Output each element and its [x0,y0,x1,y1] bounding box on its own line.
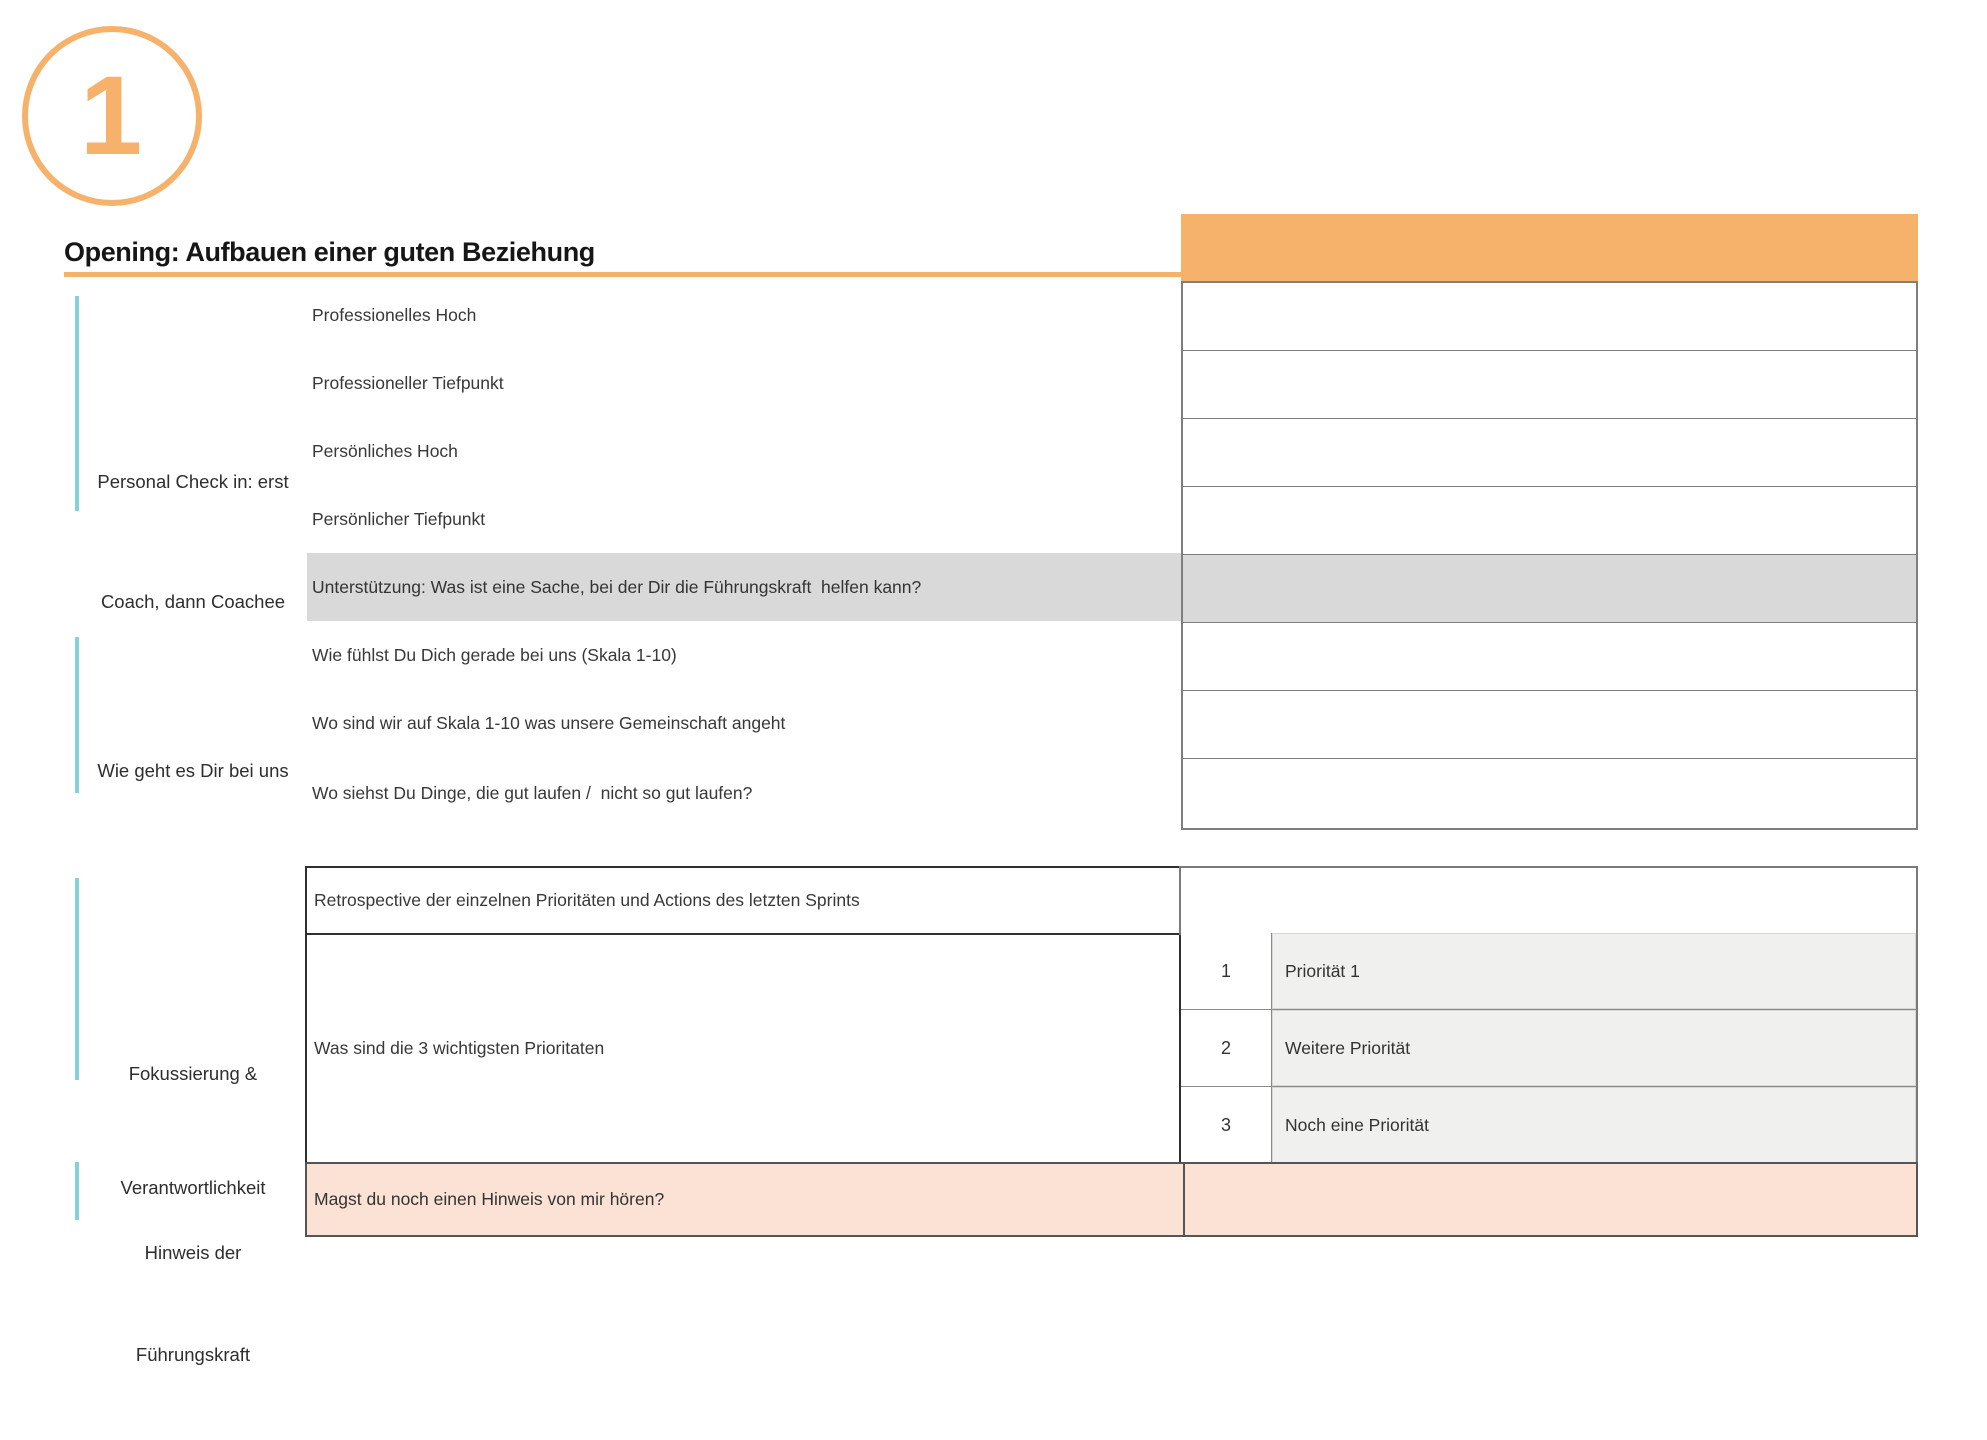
section-label-line: Wie geht es Dir bei uns [97,760,289,781]
step-badge [22,26,202,206]
priority-value-cell[interactable]: Weitere Priorität [1271,1010,1916,1087]
priority-value-cell[interactable]: Noch eine Priorität [1271,1087,1916,1164]
answer-cell-5[interactable] [1183,555,1916,623]
answer-cell-6[interactable] [1183,623,1916,691]
retro-answer-cell[interactable] [1179,866,1918,935]
priorities-grid [1181,933,1918,1164]
page-title: Opening: Aufbauen einer guten Beziehung [64,237,595,267]
answer-cell-2[interactable] [1183,351,1916,419]
section-label-wie-geht-es [85,706,301,836]
priority-number-cell: 2 [1181,1010,1271,1087]
question-row-7: Wo sind wir auf Skala 1-10 was unsere Gemeinschaft angeht [312,712,786,733]
section-label-personal-checkin [85,382,301,702]
answer-cell-8[interactable] [1183,759,1916,828]
question-row-4: Persönlicher Tiefpunkt [312,508,486,529]
section-marker-hinweis [75,1162,79,1220]
question-row-5-highlighted: Unterstützung: Was ist eine Sache, bei der Dir die Führungskraft helfen kann? [307,553,1181,621]
answer-cell-7[interactable] [1183,691,1916,759]
question-row-2: Professioneller Tiefpunkt [312,372,504,393]
question-row-3: Persönliches Hoch [312,440,458,461]
priorities-question-box: Was sind die 3 wichtigsten Prioritaten [305,933,1181,1164]
retro-question-box: Retrospective der einzelnen Prioritäten und Actions des letzten Sprints [305,866,1181,935]
question-row-6: Wie fühlst Du Dich gerade bei uns (Skala 1-10) [312,644,677,665]
section-label-line: Verantwortlichkeit [120,1177,266,1198]
hint-answer-cell[interactable] [1185,1164,1916,1235]
section-label-line: Personal Check in: erst [97,471,289,492]
section-marker-fokussierung [75,878,79,1080]
priority-number-cell: 3 [1181,1087,1271,1164]
answer-cell-1[interactable] [1183,283,1916,351]
section-label-line: Hinweis der [144,1242,242,1263]
title-underline [64,272,1181,277]
section-label-line: Fokussierung & [128,1063,258,1084]
hint-row [305,1162,1918,1237]
section-marker-personal-checkin [75,296,79,511]
table1-header-bar [1181,214,1918,281]
section-label-line: Coach, dann Coachee [100,591,286,612]
section-marker-wie-geht-es [75,637,79,793]
answer-cell-4[interactable] [1183,487,1916,555]
priority-value-cell[interactable]: Priorität 1 [1271,933,1916,1010]
section-label-hinweis [85,1168,301,1440]
question-row-8: Wo siehst Du Dinge, die gut laufen / nicht so gut laufen? [312,783,753,803]
section-label-line: Führungskraft [135,1344,251,1365]
question-row-1: Professionelles Hoch [312,304,477,325]
hint-question: Magst du noch einen Hinweis von mir hören? [314,1189,665,1209]
answer-cell-3[interactable] [1183,419,1916,487]
table1-answer-column [1181,281,1918,830]
priority-number-cell: 1 [1181,933,1271,1010]
step-number: 1 [79,53,141,178]
